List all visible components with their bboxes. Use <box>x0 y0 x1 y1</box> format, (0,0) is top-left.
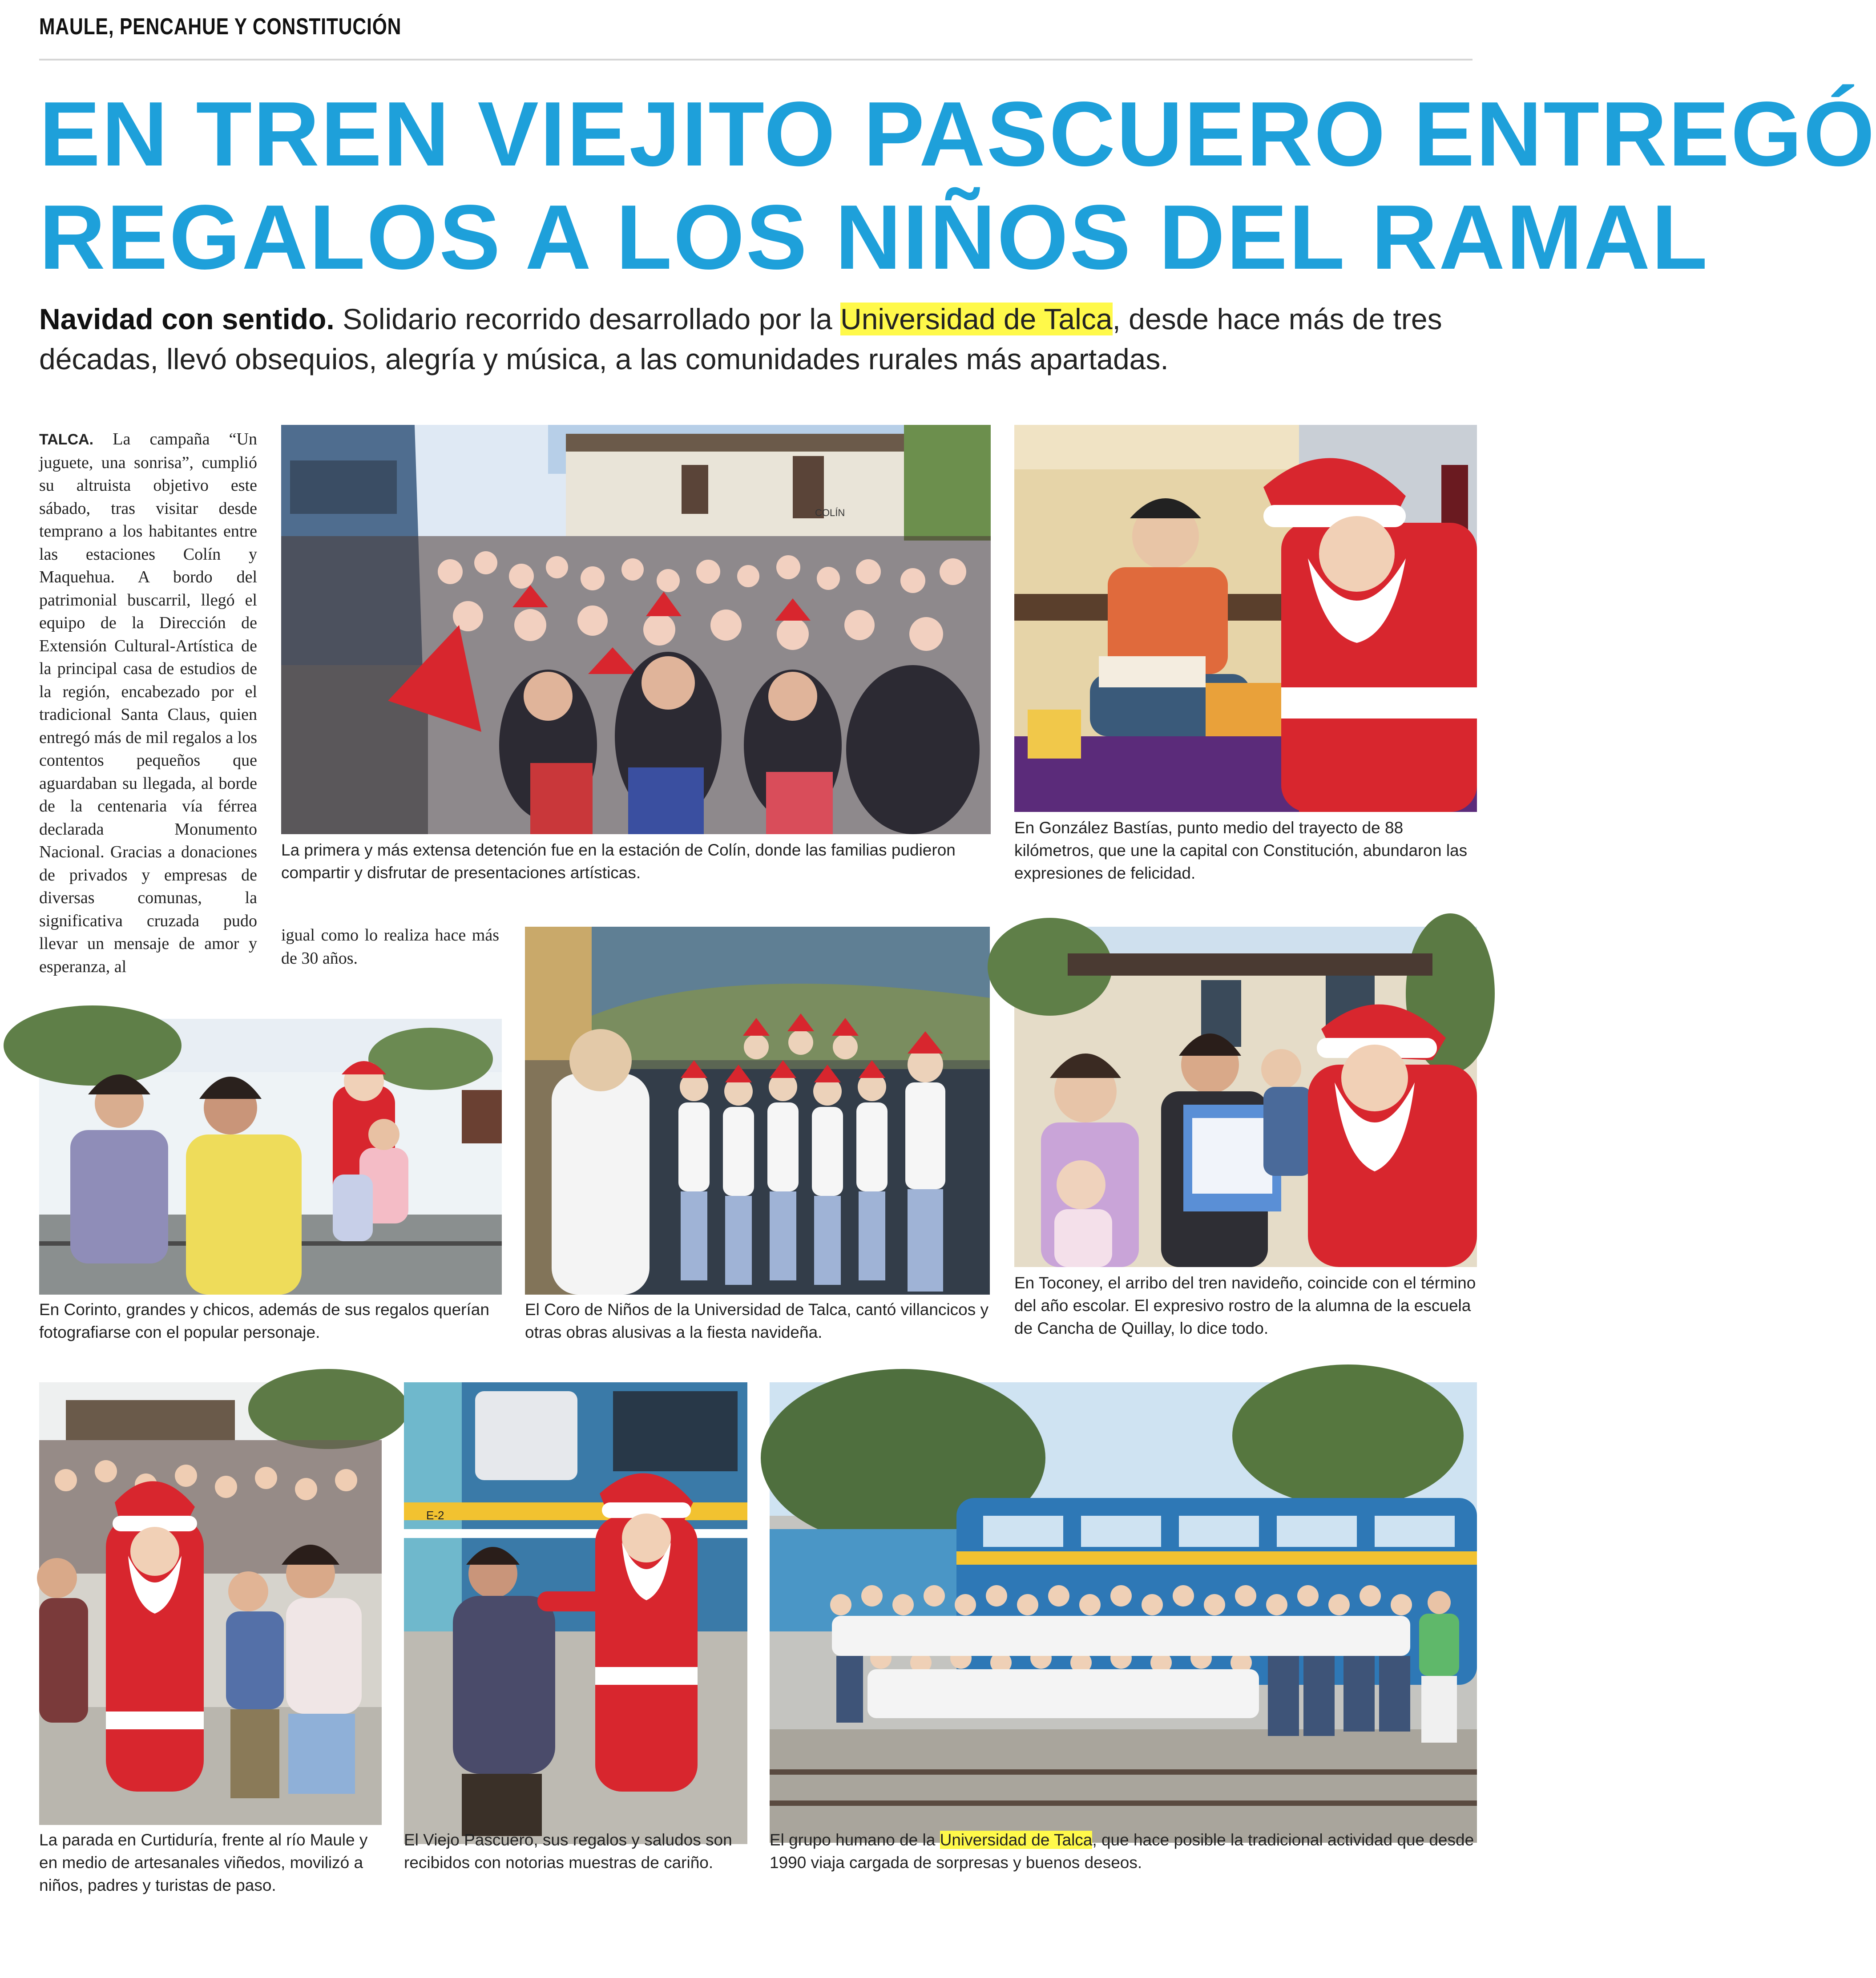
photo-coro <box>525 927 990 1295</box>
section-label: MAULE, PENCAHUE Y CONSTITUCIÓN <box>39 14 402 40</box>
article-column-2: igual como lo realiza hace más de 30 años. <box>281 926 499 968</box>
caption-grupo-after: , que hace posible la tradicional actividad que desde 1990 viaja cargada de sorpresas y buenos deseos. <box>770 1831 1474 1872</box>
photo-toconey <box>1014 927 1477 1267</box>
headline-line-2: REGALOS A LOS NIÑOS DEL RAMAL <box>39 186 1709 288</box>
photo-viejo-pascuero <box>404 1382 747 1844</box>
caption-curtiduria: La parada en Curtiduría, frente al río Maule y en medio de artesanales viñedos, movilizó a niños, padres y turistas de paso. <box>39 1831 368 1894</box>
deck <box>39 299 1481 379</box>
article-column-1 <box>39 428 257 978</box>
headline <box>39 82 1876 289</box>
deck-lead: Navidad con sentido. <box>39 303 335 335</box>
photo-grupo-humano <box>770 1382 1477 1843</box>
caption-colin: La primera y más extensa detención fue en la estación de Colín, donde las familias pudieron compartir y disfrutar de presentaciones artísticas. <box>281 841 956 882</box>
caption-gonzalez: En González Bastías, punto medio del trayecto de 88 kilómetros, que une la capital con Constitución, abundaron las expresiones de felicidad. <box>1014 819 1468 882</box>
deck-text-after: , desde hace más de tres décadas, llevó obsequios, alegría y música, a las comunidades rurales más apartadas. <box>39 303 1442 375</box>
caption-grupo <box>770 1829 1477 1874</box>
deck-text-before: Solidario recorrido desarrollado por la <box>334 303 841 335</box>
caption-corinto: En Corinto, grandes y chicos, además de sus regalos querían fotografiarse con el popular personaje. <box>39 1300 489 1341</box>
deck-highlight: Universidad de Talca <box>840 303 1113 335</box>
caption-viejo: El Viejo Pascuero, sus regalos y saludos son recibidos con notorias muestras de cariño. <box>404 1831 732 1872</box>
caption-coro: El Coro de Niños de la Universidad de Talca, cantó villancicos y otras obras alusivas a la fiesta navideña. <box>525 1300 989 1341</box>
dateline: TALCA. <box>39 431 94 448</box>
photo-colin-station <box>281 425 991 834</box>
headline-line-1: EN TREN VIEJITO PASCUERO ENTREGÓ <box>39 83 1876 185</box>
station-sign: COLÍN <box>815 507 845 518</box>
coach-number: E-2 <box>426 1509 444 1522</box>
photo-gonzalez-bastias <box>1014 425 1477 812</box>
caption-toconey: En Toconey, el arribo del tren navideño, coincide con el término del año escolar. El expresivo rostro de la alumna de la escuela de Cancha de Quillay, lo dice todo. <box>1014 1274 1476 1337</box>
photo-corinto <box>39 1019 502 1295</box>
photo-curtiduria <box>39 1382 382 1825</box>
article-text-1: La campaña “Un juguete, una sonrisa”, cumplió su altruista objetivo este sábado, tras visitar desde temprano a los habitantes entre las estaciones Colín y Maquehua. A bordo del patrimonial buscarril, llegó el equipo de la Dirección de Extensión Cultural-Artística de la principal casa de estudios de la región, encabezado por el tradicional Santa Claus, quien entregó más de mil regalos a los contentos pequeños que aguardaban su llegada, al borde de la centenaria vía férrea declarada Monumento Nacional. Gracias a donaciones de privados y empresas de diversas comunas, la significativa cruzada pudo llevar un mensaje de amor y esperanza, al <box>39 430 257 976</box>
caption-grupo-highlight: Universidad de Talca <box>940 1831 1093 1849</box>
caption-grupo-before: El grupo humano de la <box>770 1831 940 1849</box>
section-divider <box>39 59 1473 61</box>
